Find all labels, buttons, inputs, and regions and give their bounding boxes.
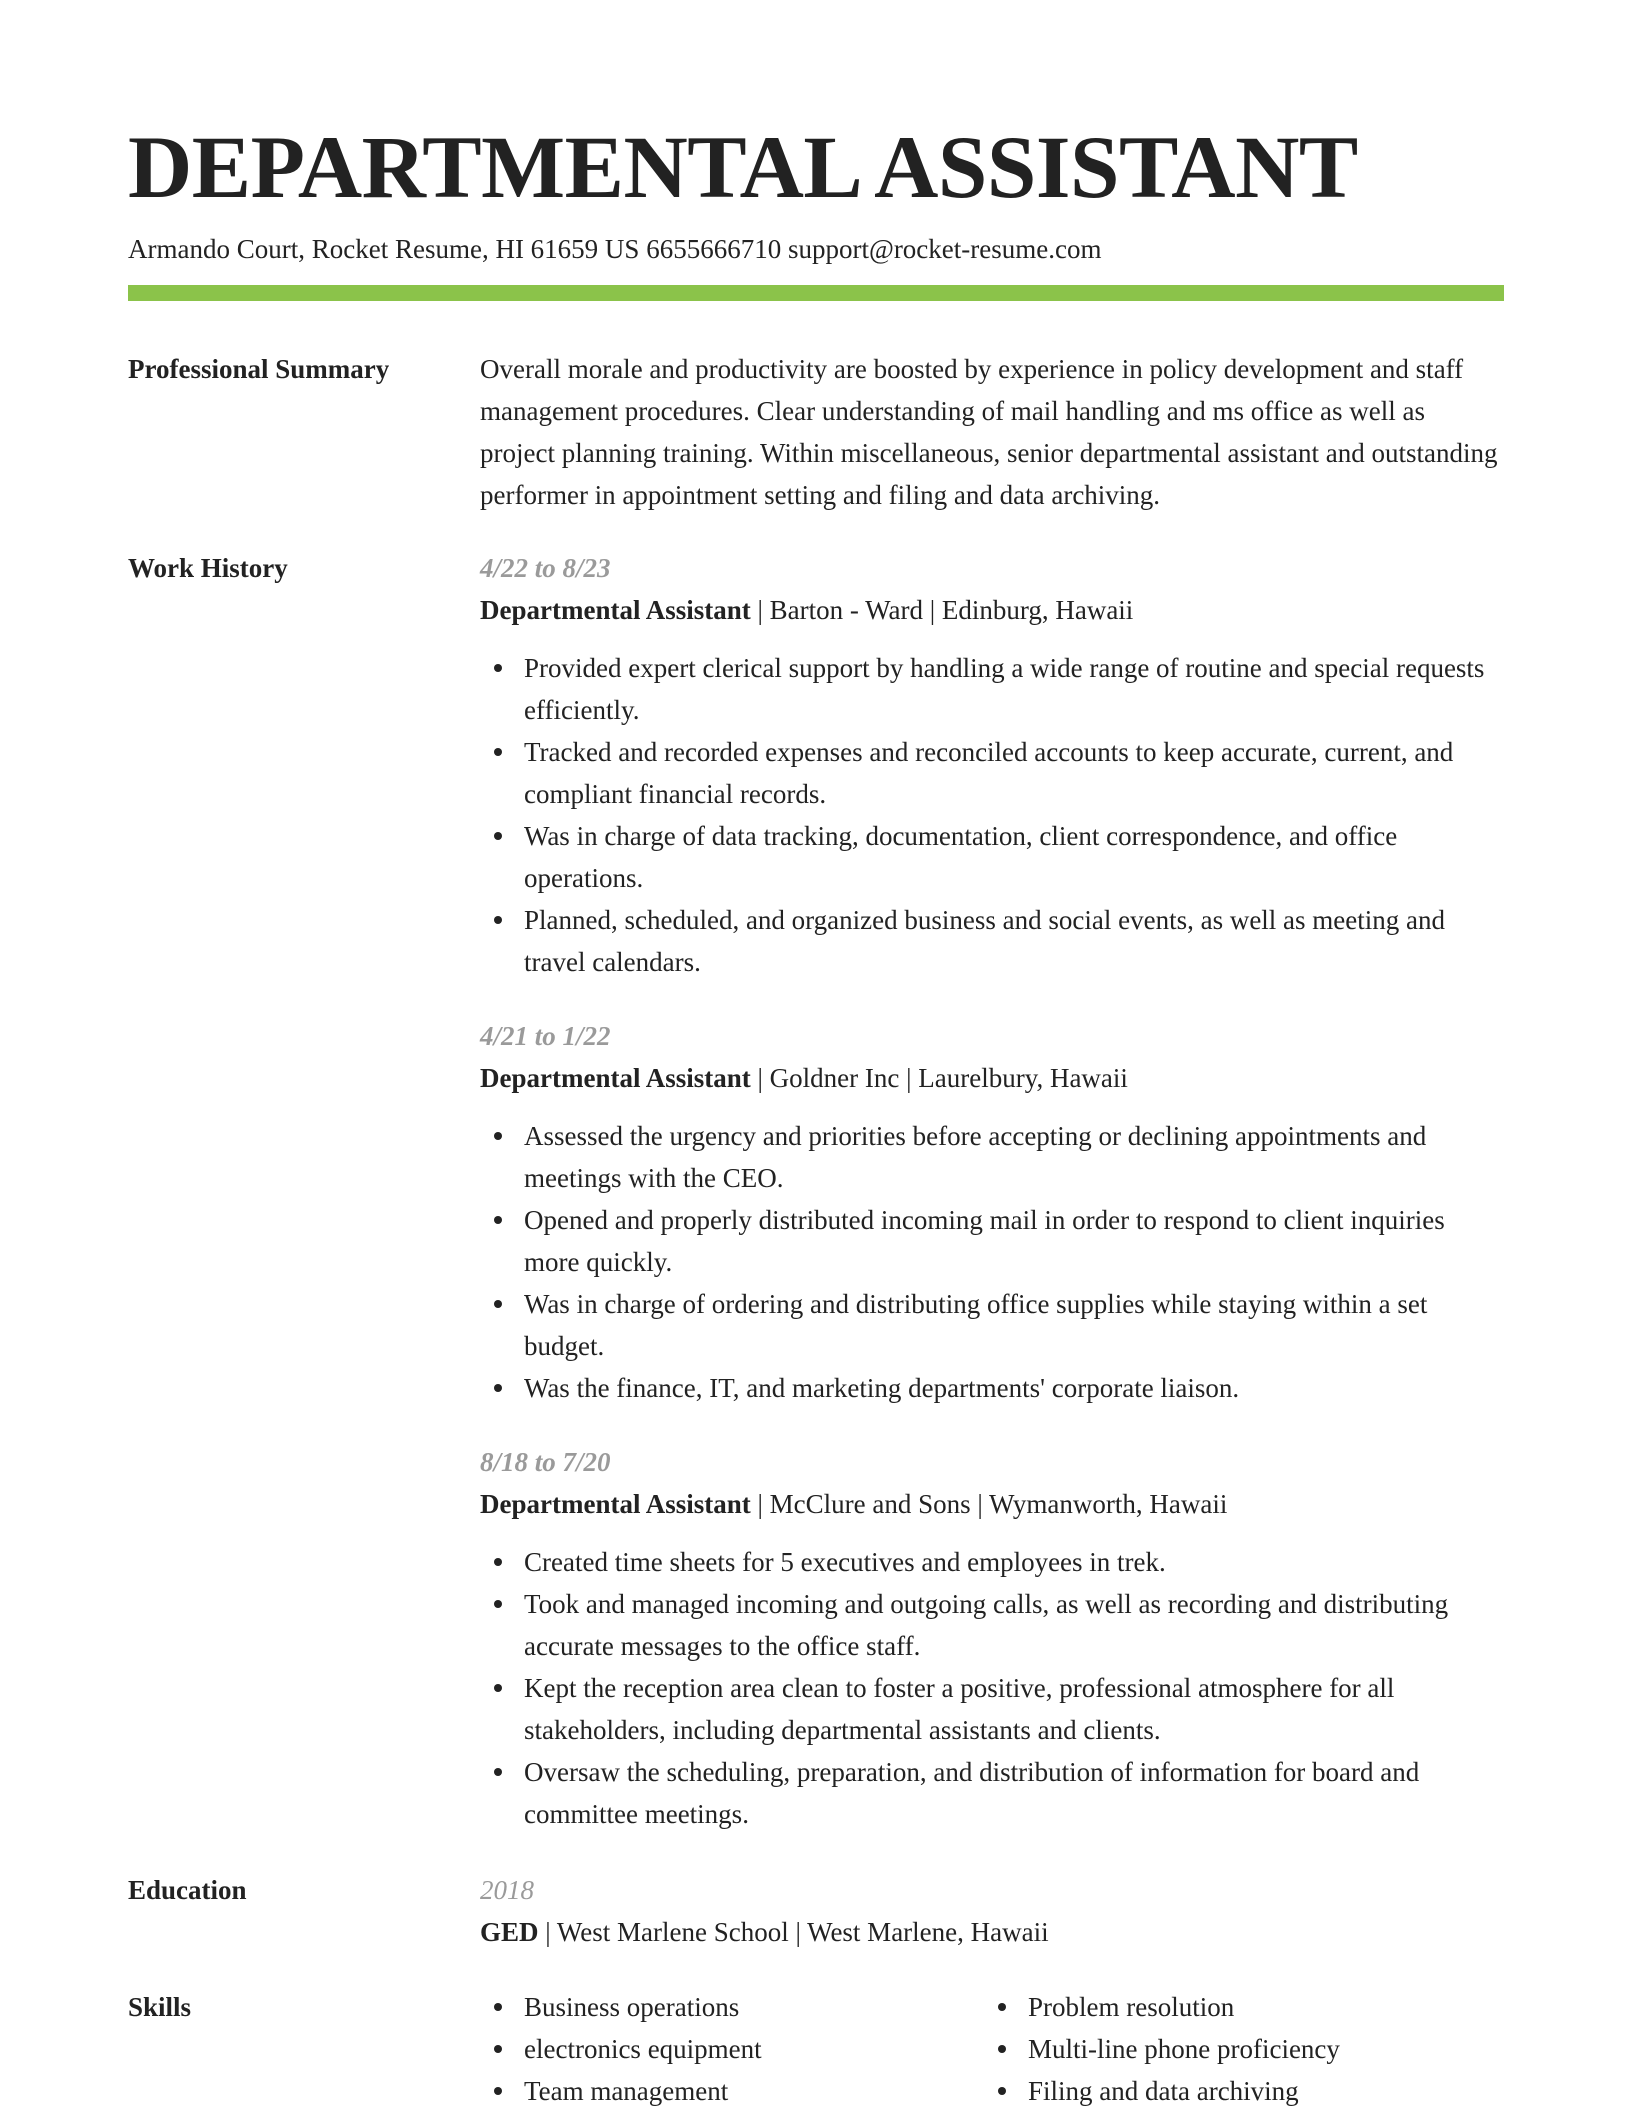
job-dates: 8/18 to 7/20 [480, 1447, 611, 1477]
job-entry [480, 1441, 1504, 1835]
job-bullet: Provided expert clerical support by handling a wide range of routine and special requests efficiently. [480, 647, 1504, 731]
skill-item: electronics equipment [480, 2028, 984, 2070]
job-bullet: Kept the reception area clean to foster a positive, professional atmosphere for all stakeholders, including departmental assistants and clients. [480, 1667, 1504, 1751]
job-bullet: Created time sheets for 5 executives and employees in trek. [480, 1541, 1504, 1583]
job-bullet: Opened and properly distributed incoming mail in order to respond to client inquiries more quickly. [480, 1199, 1504, 1283]
job-bullet: Assessed the urgency and priorities before accepting or declining appointments and meetings with the CEO. [480, 1115, 1504, 1199]
job-role: Departmental Assistant [480, 1489, 751, 1519]
job-bullet: Was in charge of data tracking, documentation, client correspondence, and office operations. [480, 815, 1504, 899]
job-bullets [480, 647, 1504, 983]
job-bullets [480, 1115, 1504, 1409]
job-title-line [480, 1057, 1504, 1099]
education-line [480, 1911, 1504, 1953]
job-dates: 4/22 to 8/23 [480, 553, 611, 583]
skill-item: Problem resolution [984, 1986, 1488, 2028]
job-role: Departmental Assistant [480, 595, 751, 625]
job-entry [480, 547, 1504, 983]
job-role: Departmental Assistant [480, 1063, 751, 1093]
skills-body [480, 1986, 1504, 2112]
job-bullet: Tracked and recorded expenses and reconciled accounts to keep accurate, current, and compliant financial records. [480, 731, 1504, 815]
education-school: | West Marlene School | West Marlene, Hawaii [538, 1917, 1049, 1947]
resume-name: DEPARTMENTAL ASSISTANT [128, 119, 1358, 217]
job-title-line [480, 589, 1504, 631]
skill-item: Business operations [480, 1986, 984, 2028]
job-employer: | McClure and Sons | Wymanworth, Hawaii [750, 1489, 1228, 1519]
job-bullet: Planned, scheduled, and organized business and social events, as well as meeting and travel calendars. [480, 899, 1504, 983]
job-bullet: Was in charge of ordering and distributing office supplies while staying within a set budget. [480, 1283, 1504, 1367]
contact-address: Armando Court, Rocket Resume, HI 61659 US [128, 234, 647, 264]
job-employer: | Goldner Inc | Laurelbury, Hawaii [750, 1063, 1128, 1093]
job-bullets [480, 1541, 1504, 1835]
skill-item: Multi-line phone proficiency [984, 2028, 1488, 2070]
skill-item: Filing and data archiving [984, 2070, 1488, 2112]
job-bullet: Was the finance, IT, and marketing departments' corporate liaison. [480, 1367, 1504, 1409]
education-body [480, 1869, 1504, 1953]
education-degree: GED [480, 1917, 539, 1947]
work-history-title: Work History [128, 553, 288, 583]
job-entry [480, 1015, 1504, 1409]
skill-item: Team management [480, 2070, 984, 2112]
education-year: 2018 [480, 1875, 534, 1905]
education-title: Education [128, 1875, 247, 1905]
work-history-body [480, 547, 1504, 1867]
job-title-line [480, 1483, 1504, 1525]
summary-text: Overall morale and productivity are boosted by experience in policy development and staff management procedures. Clear understanding of mail handling and ms office as well as project planning training. Within miscellaneous, senior departmental assistant and outstanding performer in appointment setting and filing and data archiving. [480, 354, 1498, 510]
skills-grid [480, 1986, 1504, 2112]
job-bullet: Took and managed incoming and outgoing calls, as well as recording and distributing accurate messages to the office staff. [480, 1583, 1504, 1667]
job-bullet: Oversaw the scheduling, preparation, and distribution of information for board and committee meetings. [480, 1751, 1504, 1835]
accent-rule [128, 285, 1504, 301]
skills-title: Skills [128, 1992, 192, 2022]
summary-title: Professional Summary [128, 354, 390, 384]
contact-phone: 6655666710 [646, 234, 788, 264]
skills-column-right [984, 1986, 1488, 2112]
job-dates: 4/21 to 1/22 [480, 1021, 611, 1051]
job-employer: | Barton - Ward | Edinburg, Hawaii [750, 595, 1134, 625]
contact-line [128, 232, 1101, 266]
skills-column-left [480, 1986, 984, 2112]
contact-email: support@rocket-resume.com [787, 234, 1102, 264]
